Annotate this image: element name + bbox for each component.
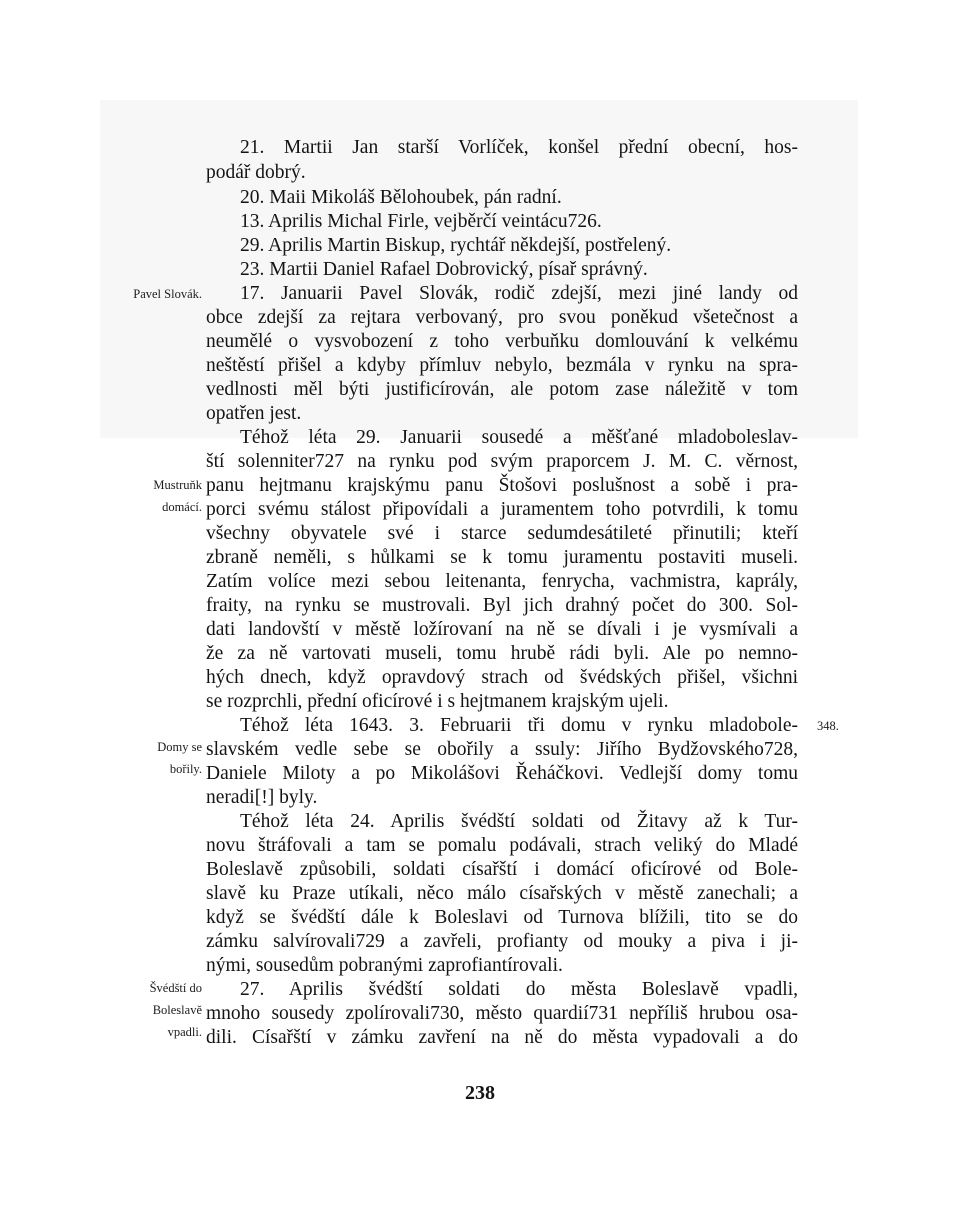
text-line: vedlnosti měl býti justificírován, ale potom zase náležitě v tom bbox=[206, 379, 798, 400]
text-line: 20. Maii Mikoláš Bělohoubek, pán radní. bbox=[240, 187, 562, 208]
text-line: všechny obyvatele své i starce sedumdesátileté přinutili; kteří bbox=[206, 523, 798, 544]
text-line: hých dnech, když opravdový strach od švédských přišel, všichni bbox=[206, 667, 798, 688]
text-line: Daniele Miloty a po Mikolášovi Řeháčkovi. Vedlejší domy tomu bbox=[206, 763, 798, 784]
text-line: nými, sousedům pobranými zaprofiantírovali. bbox=[206, 955, 563, 976]
text-line: zbraně neměli, s hůlkami se k tomu juramentu postaviti museli. bbox=[206, 547, 798, 568]
text-line: 27. Aprilis švédští soldati do města Boleslavě vpadli, bbox=[240, 979, 798, 1000]
text-line: slavském vedle sebe se obořily a ssuly: Jiřího Bydžovského728, bbox=[206, 739, 798, 760]
margin-note: domácí. bbox=[162, 500, 202, 514]
margin-note: Pavel Slovák. bbox=[133, 287, 202, 301]
text-line: Téhož léta 24. Aprilis švédští soldati od Žitavy až k Tur- bbox=[240, 811, 798, 832]
page-number: 238 bbox=[465, 1082, 495, 1104]
text-line: Téhož léta 1643. 3. Februarii tři domu v rynku mladobole- bbox=[240, 715, 798, 736]
text-line: dati landovští v městě ložírovaní na ně se dívali i je vysmívali a bbox=[206, 619, 798, 640]
text-line: neumělé o vysvobození z toho verbuňku domlouvání k velkému bbox=[206, 331, 798, 352]
text-line: 29. Aprilis Martin Biskup, rychtář někdejší, postřelený. bbox=[240, 235, 672, 256]
text-line: neradi[!] byly. bbox=[206, 787, 318, 808]
text-line: 21. Martii Jan starší Vorlíček, konšel přední obecní, hos- bbox=[240, 137, 798, 158]
text-line: ští solenniter727 na rynku pod svým praporcem J. M. C. věrnost, bbox=[206, 451, 798, 472]
text-line: neštěstí přišel a kdyby přímluv nebylo, bezmála v rynku na spra- bbox=[206, 355, 798, 376]
text-line: opatřen jest. bbox=[206, 403, 302, 424]
margin-note: Boleslavě bbox=[152, 1003, 202, 1017]
text-line: když se švédští dále k Boleslavi od Turnova blížili, tito se do bbox=[206, 907, 798, 928]
text-line: panu hejtmanu krajskýmu panu Štošovi poslušnost a sobě i pra- bbox=[206, 475, 798, 496]
margin-note: Domy se bbox=[157, 740, 202, 754]
text-line: slavě ku Praze utíkali, něco málo císařských v městě zanechali; a bbox=[206, 883, 798, 904]
page-reference-note: 348. bbox=[817, 719, 839, 733]
text-line: Téhož léta 29. Januarii sousedé a měšťané mladoboleslav- bbox=[240, 427, 798, 448]
text-line: podář dobrý. bbox=[206, 162, 306, 183]
margin-note: vpadli. bbox=[167, 1025, 202, 1039]
margin-note: Švédští do bbox=[149, 981, 202, 995]
text-line: Boleslavě způsobili, soldati císařští i domácí oficírové od Bole- bbox=[206, 859, 798, 880]
text-line: novu štráfovali a tam se pomalu podávali, strach veliký do Mladé bbox=[206, 835, 798, 856]
margin-note: bořily. bbox=[169, 762, 202, 776]
text-line: mnoho sousedy zpolírovali730, město quardií731 nepříliš hrubou osa- bbox=[206, 1003, 798, 1024]
text-line: fraity, na rynku se mustrovali. Byl jich drahný počet do 300. Sol- bbox=[206, 595, 798, 616]
text-line: 17. Januarii Pavel Slovák, rodič zdejší, mezi jiné landy od bbox=[240, 283, 798, 304]
margin-note: Mustruňk bbox=[153, 478, 202, 492]
text-line: Zatím volíce mezi sebou leitenanta, fenrycha, vachmistra, kaprály, bbox=[206, 571, 798, 592]
text-line: 13. Aprilis Michal Firle, vejběrčí veintácu726. bbox=[240, 211, 602, 232]
text-line: zámku salvírovali729 a zavřeli, profianty od mouky a piva i ji- bbox=[206, 931, 798, 952]
text-line: obce zdejší za rejtara verbovaný, pro svou poněkud všetečnost a bbox=[206, 307, 798, 328]
text-line: dili. Císařští v zámku zavření na ně do města vypadovali a do bbox=[206, 1027, 798, 1048]
text-line: se rozprchli, přední oficírové i s hejtmanem krajským ujeli. bbox=[206, 691, 669, 712]
text-line: porci svému stálost připovídali a juramentem toho potvrdili, k tomu bbox=[206, 499, 798, 520]
text-line: že za ně vartovati museli, tomu hrubě rádi byli. Ale po nemno- bbox=[206, 643, 798, 664]
text-line: 23. Martii Daniel Rafael Dobrovický, písař správný. bbox=[240, 259, 648, 280]
